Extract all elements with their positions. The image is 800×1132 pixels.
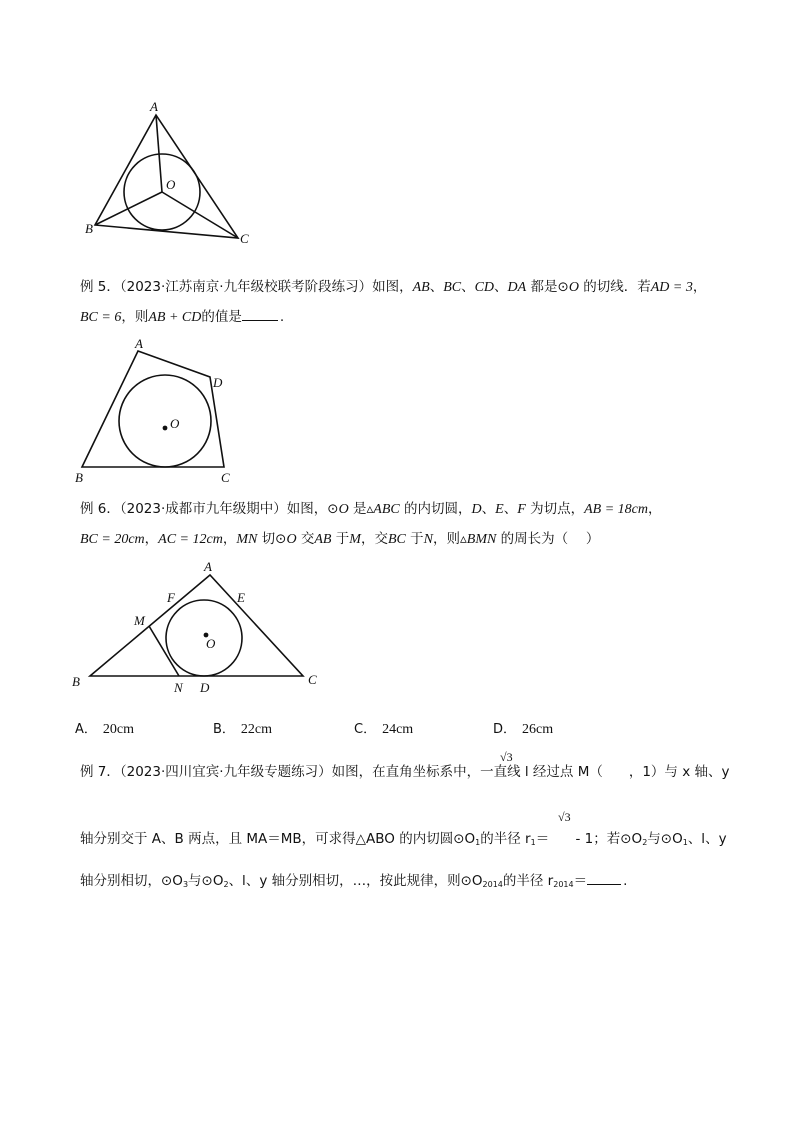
option-b[interactable]: B． 22cm <box>213 722 273 737</box>
example-7-line-1: 例 7．（2023·四川宜宾·九年级专题练习）如图，在直角坐标系中，一直线 l 经过点 M（ ，1）与 x 轴、y <box>80 764 730 780</box>
label-a: A <box>150 100 158 114</box>
label-a: A <box>204 559 212 574</box>
option-a[interactable]: A． 20cm <box>75 722 135 737</box>
label-c: C <box>240 231 249 246</box>
example-7-line-2: 轴分别交于 A、B 两点，且 MA＝MB，可求得△ABO 的内切圆$⊙O_1$的半径 $r_1= - 1$；若$⊙O_2$与$⊙O_1$、l、y <box>80 831 727 847</box>
label-b: B <box>75 470 83 485</box>
label-o: O <box>166 177 176 192</box>
example-5-line-1: 例 5．（2023·江苏南京·九年级校联考阶段练习）如图，AB、BC、CD、DA 都是⊙O 的切线．若AD = 3， <box>80 279 707 295</box>
figure-triangle-tangent-mn <box>70 555 335 700</box>
label-e: E <box>237 590 245 605</box>
figure-triangle-incircle <box>80 100 270 250</box>
label-c: C <box>308 672 317 687</box>
center-point <box>163 426 168 431</box>
sqrt-3-superscript: √3 <box>500 750 513 764</box>
condition-ad: AD = 3 <box>650 280 693 295</box>
label-d: D <box>200 680 210 695</box>
example-6-line-1: 例 6．（2023·成都市九年级期中）如图，⊙O 是▵ABC 的内切圆，D、E、F 为切点，AB = 18cm， <box>80 501 662 517</box>
answer-blank-r2014[interactable] <box>587 870 621 885</box>
tangent-mn <box>149 626 179 676</box>
triangle-abc <box>90 575 303 676</box>
incircle <box>166 600 242 676</box>
inscribed-circle <box>119 375 211 467</box>
sqrt-3-radius: √3 <box>558 810 571 824</box>
label-b: B <box>85 221 93 236</box>
label-c: C <box>221 470 230 485</box>
condition-bc: BC = 6 <box>80 310 122 325</box>
label-a: A <box>135 336 143 351</box>
example-6-line-2: BC = 20cm，AC = 12cm，MN 切⊙O 交AB 于M，交BC 于N，则▵BMN 的周长为（ ） <box>80 531 600 547</box>
label-d: D <box>213 375 223 390</box>
label-f: F <box>167 590 175 605</box>
quadrilateral-abcd <box>82 351 224 467</box>
example-7-line-3: 轴分别相切，$⊙O_3$与$⊙O_2$、l、y 轴分别相切，…，按此规律，则$⊙O_{2014}$的半径 $r_{2014}=$ . <box>80 870 627 895</box>
label-b: B <box>72 674 80 689</box>
answer-blank[interactable] <box>242 306 278 321</box>
figure-quadrilateral-incircle <box>75 335 250 485</box>
example-5-line-2: BC = 6，则AB + CD的值是 . <box>80 306 284 328</box>
label-n: N <box>174 680 183 695</box>
label-o: O <box>206 636 216 651</box>
label-o: O <box>170 416 180 431</box>
option-c[interactable]: C． 24cm <box>354 722 414 737</box>
option-d[interactable]: D． 26cm <box>493 722 554 737</box>
label-m: M <box>134 613 145 628</box>
